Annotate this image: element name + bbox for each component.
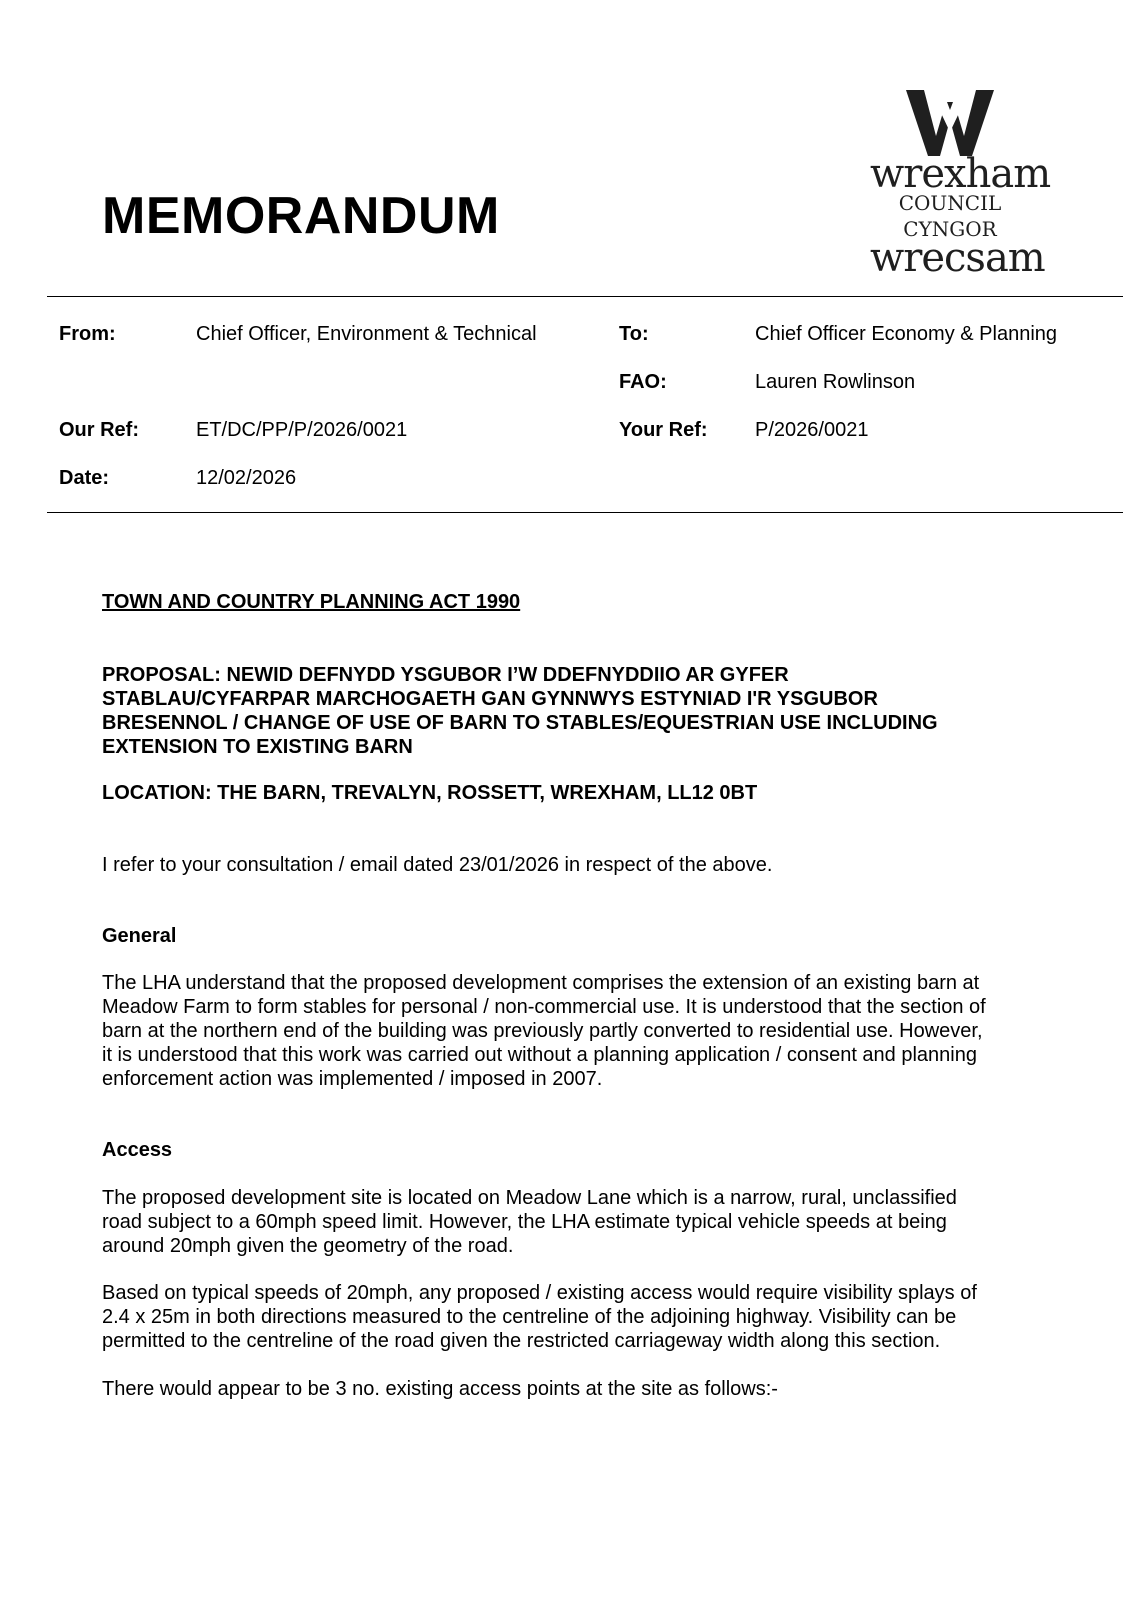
your-ref-label: Your Ref: xyxy=(619,419,708,441)
proposal-line: STABLAU/CYFARPAR MARCHOGAETH GAN GYNNWYS ESTYNIAD I'R YSGUBOR xyxy=(102,688,878,710)
access-paragraph-1 xyxy=(102,1186,1022,1258)
date-label: Date: xyxy=(59,467,110,489)
paragraph-line: enforcement action was implemented / imposed in 2007. xyxy=(102,1068,603,1090)
to-value: Chief Officer Economy & Planning xyxy=(755,323,1058,345)
paragraph-line: around 20mph given the geometry of the road. xyxy=(102,1235,514,1257)
paragraph-line: The proposed development site is located on Meadow Lane which is a narrow, rural, unclassified xyxy=(102,1187,957,1209)
fao-label: FAO: xyxy=(619,371,667,393)
your-ref-value: P/2026/0021 xyxy=(755,419,869,441)
to-label: To: xyxy=(619,323,649,345)
act-heading: TOWN AND COUNTRY PLANNING ACT 1990 xyxy=(102,591,521,613)
access-paragraph-2 xyxy=(102,1281,1022,1353)
general-heading: General xyxy=(102,925,177,947)
paragraph-line: permitted to the centreline of the road given the restricted carriageway width along this section. xyxy=(102,1330,941,1352)
date-value: 12/02/2026 xyxy=(196,467,297,489)
header-bottom-divider xyxy=(47,512,1123,513)
paragraph-line: 2.4 x 25m in both directions measured to the centreline of the adjoining highway. Visibility can be xyxy=(102,1306,957,1328)
logo-line-cyngor: CYNGOR xyxy=(903,217,997,241)
paragraph-line: Meadow Farm to form stables for personal / non-commercial use. It is understood that the section of xyxy=(102,996,986,1018)
proposal-block xyxy=(102,663,1022,759)
paragraph-line: Based on typical speeds of 20mph, any proposed / existing access would require visibility splays of xyxy=(102,1282,977,1304)
wrexham-w-icon xyxy=(902,86,998,158)
proposal-line: PROPOSAL: NEWID DEFNYDD YSGUBOR I’W DDEFNYDDIIO AR GYFER xyxy=(102,664,789,686)
proposal-line: EXTENSION TO EXISTING BARN xyxy=(102,736,413,758)
access-paragraph-3: There would appear to be 3 no. existing access points at the site as follows:- xyxy=(102,1378,778,1400)
logo-line-wrecsam: wrecsam xyxy=(870,235,1045,281)
intro-paragraph: I refer to your consultation / email dated 23/01/2026 in respect of the above. xyxy=(102,854,773,876)
our-ref-value: ET/DC/PP/P/2026/0021 xyxy=(196,419,408,441)
paragraph-line: barn at the northern end of the building was previously partly converted to residential use. However, xyxy=(102,1020,983,1042)
from-label: From: xyxy=(59,323,116,345)
our-ref-label: Our Ref: xyxy=(59,419,139,441)
paragraph-line: The LHA understand that the proposed development comprises the extension of an existing barn at xyxy=(102,972,980,994)
header-top-divider xyxy=(47,296,1123,297)
paragraph-line: road subject to a 60mph speed limit. However, the LHA estimate typical vehicle speeds at being xyxy=(102,1211,947,1233)
document-title: MEMORANDUM xyxy=(102,187,500,245)
logo-line-wrexham: wrexham xyxy=(870,151,1051,197)
location-line: LOCATION: THE BARN, TREVALYN, ROSSETT, WREXHAM, LL12 0BT xyxy=(102,782,758,804)
fao-value: Lauren Rowlinson xyxy=(755,371,916,393)
from-value: Chief Officer, Environment & Technical xyxy=(196,323,537,345)
paragraph-line: it is understood that this work was carried out without a planning application / consent and planning xyxy=(102,1044,977,1066)
proposal-line: BRESENNOL / CHANGE OF USE OF BARN TO STABLES/EQUESTRIAN USE INCLUDING xyxy=(102,712,938,734)
council-logo xyxy=(870,86,1051,281)
access-heading: Access xyxy=(102,1139,173,1161)
general-paragraph xyxy=(102,971,1022,1091)
logo-line-council: COUNCIL xyxy=(898,191,1002,215)
